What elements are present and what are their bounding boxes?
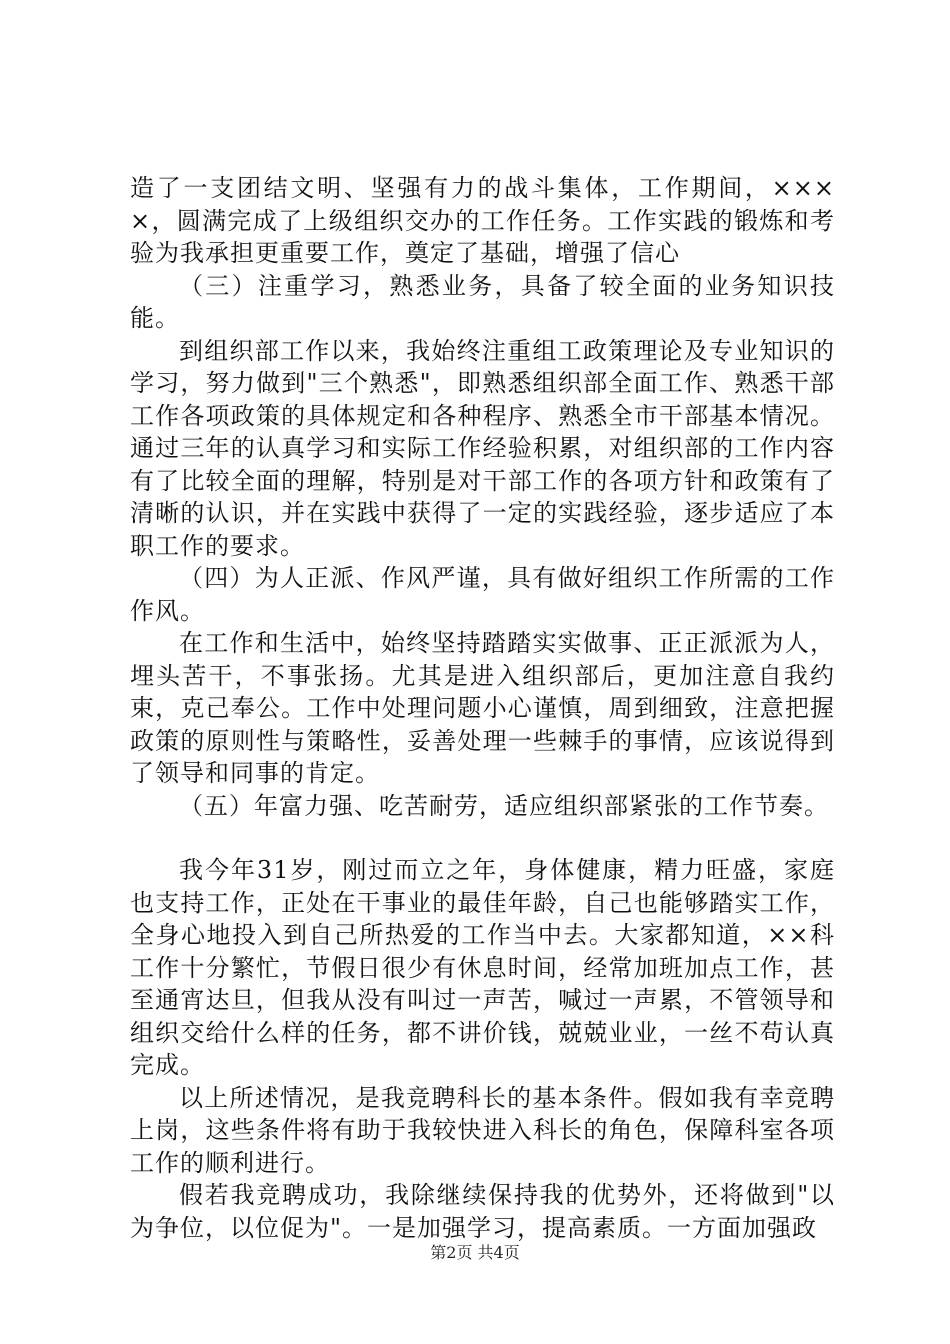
section-heading-3: （三）注重学习，熟悉业务，具备了较全面的业务知识技能。 — [130, 271, 835, 332]
paragraph-summary: 以上所述情况，是我竞聘科长的基本条件。假如我有幸竞聘上岗，这些条件将有助于我较快进入科长的角色，保障科室各项工作的顺利进行。 — [130, 1083, 835, 1177]
paragraph-continuation: 造了一支团结文明、坚强有力的战斗集体，工作期间，××××，圆满完成了上级组织交办的工作任务。工作实践的锻炼和考验为我承担更重要工作，奠定了基础，增强了信心 — [130, 174, 835, 267]
paragraph-style: 在工作和生活中，始终坚持踏踏实实做事、正正派派为人，埋头苦干，不事张扬。尤其是进入组织部后，更加注意自我约束，克己奉公。工作中处理问题小心谨慎，周到细致，注意把握政策的原则性与策略性，妥善处理一些棘手的事情，应该说得到了领导和同事的肯定。 — [130, 629, 835, 787]
page-footer: 第2页 共4页 — [430, 1243, 520, 1262]
document-body — [130, 172, 835, 1244]
section-heading-4: （四）为人正派、作风严谨，具有做好组织工作所需的工作作风。 — [130, 564, 835, 625]
section-heading-5: （五）年富力强、吃苦耐劳，适应组织部紧张的工作节奏。 — [179, 791, 829, 820]
paragraph-study: 到组织部工作以来，我始终注重组工政策理论及专业知识的学习，努力做到"三个熟悉"，即熟悉组织部全面工作、熟悉干部工作各项政策的具体规定和各种程序、熟悉全市干部基本情况。通过三年的认真学习和实际工作经验积累，对组织部的工作内容有了比较全面的理解，特别是对干部工作的各项方针和政策有了清晰的认识，并在实践中获得了一定的实践经验，逐步适应了本职工作的要求。 — [130, 336, 835, 560]
paragraph-plan: 假若我竞聘成功，我除继续保持我的优势外，还将做到"以为争位，以位促为"。一是加强学习，提高素质。一方面加强政 — [130, 1181, 835, 1242]
paragraph-age: 我今年31岁，刚过而立之年，身体健康，精力旺盛，家庭也支持工作，正处在干事业的最佳年龄，自己也能够踏实工作，全身心地投入到自己所热爱的工作当中去。大家都知道，××科工作十分繁忙，节假日很少有休息时间，经常加班加点工作，甚至通宵达旦，但我从没有叫过一声苦，喊过一声累，不管领导和组织交给什么样的任务，都不讲价钱，兢兢业业，一丝不苟认真完成。 — [130, 856, 835, 1079]
